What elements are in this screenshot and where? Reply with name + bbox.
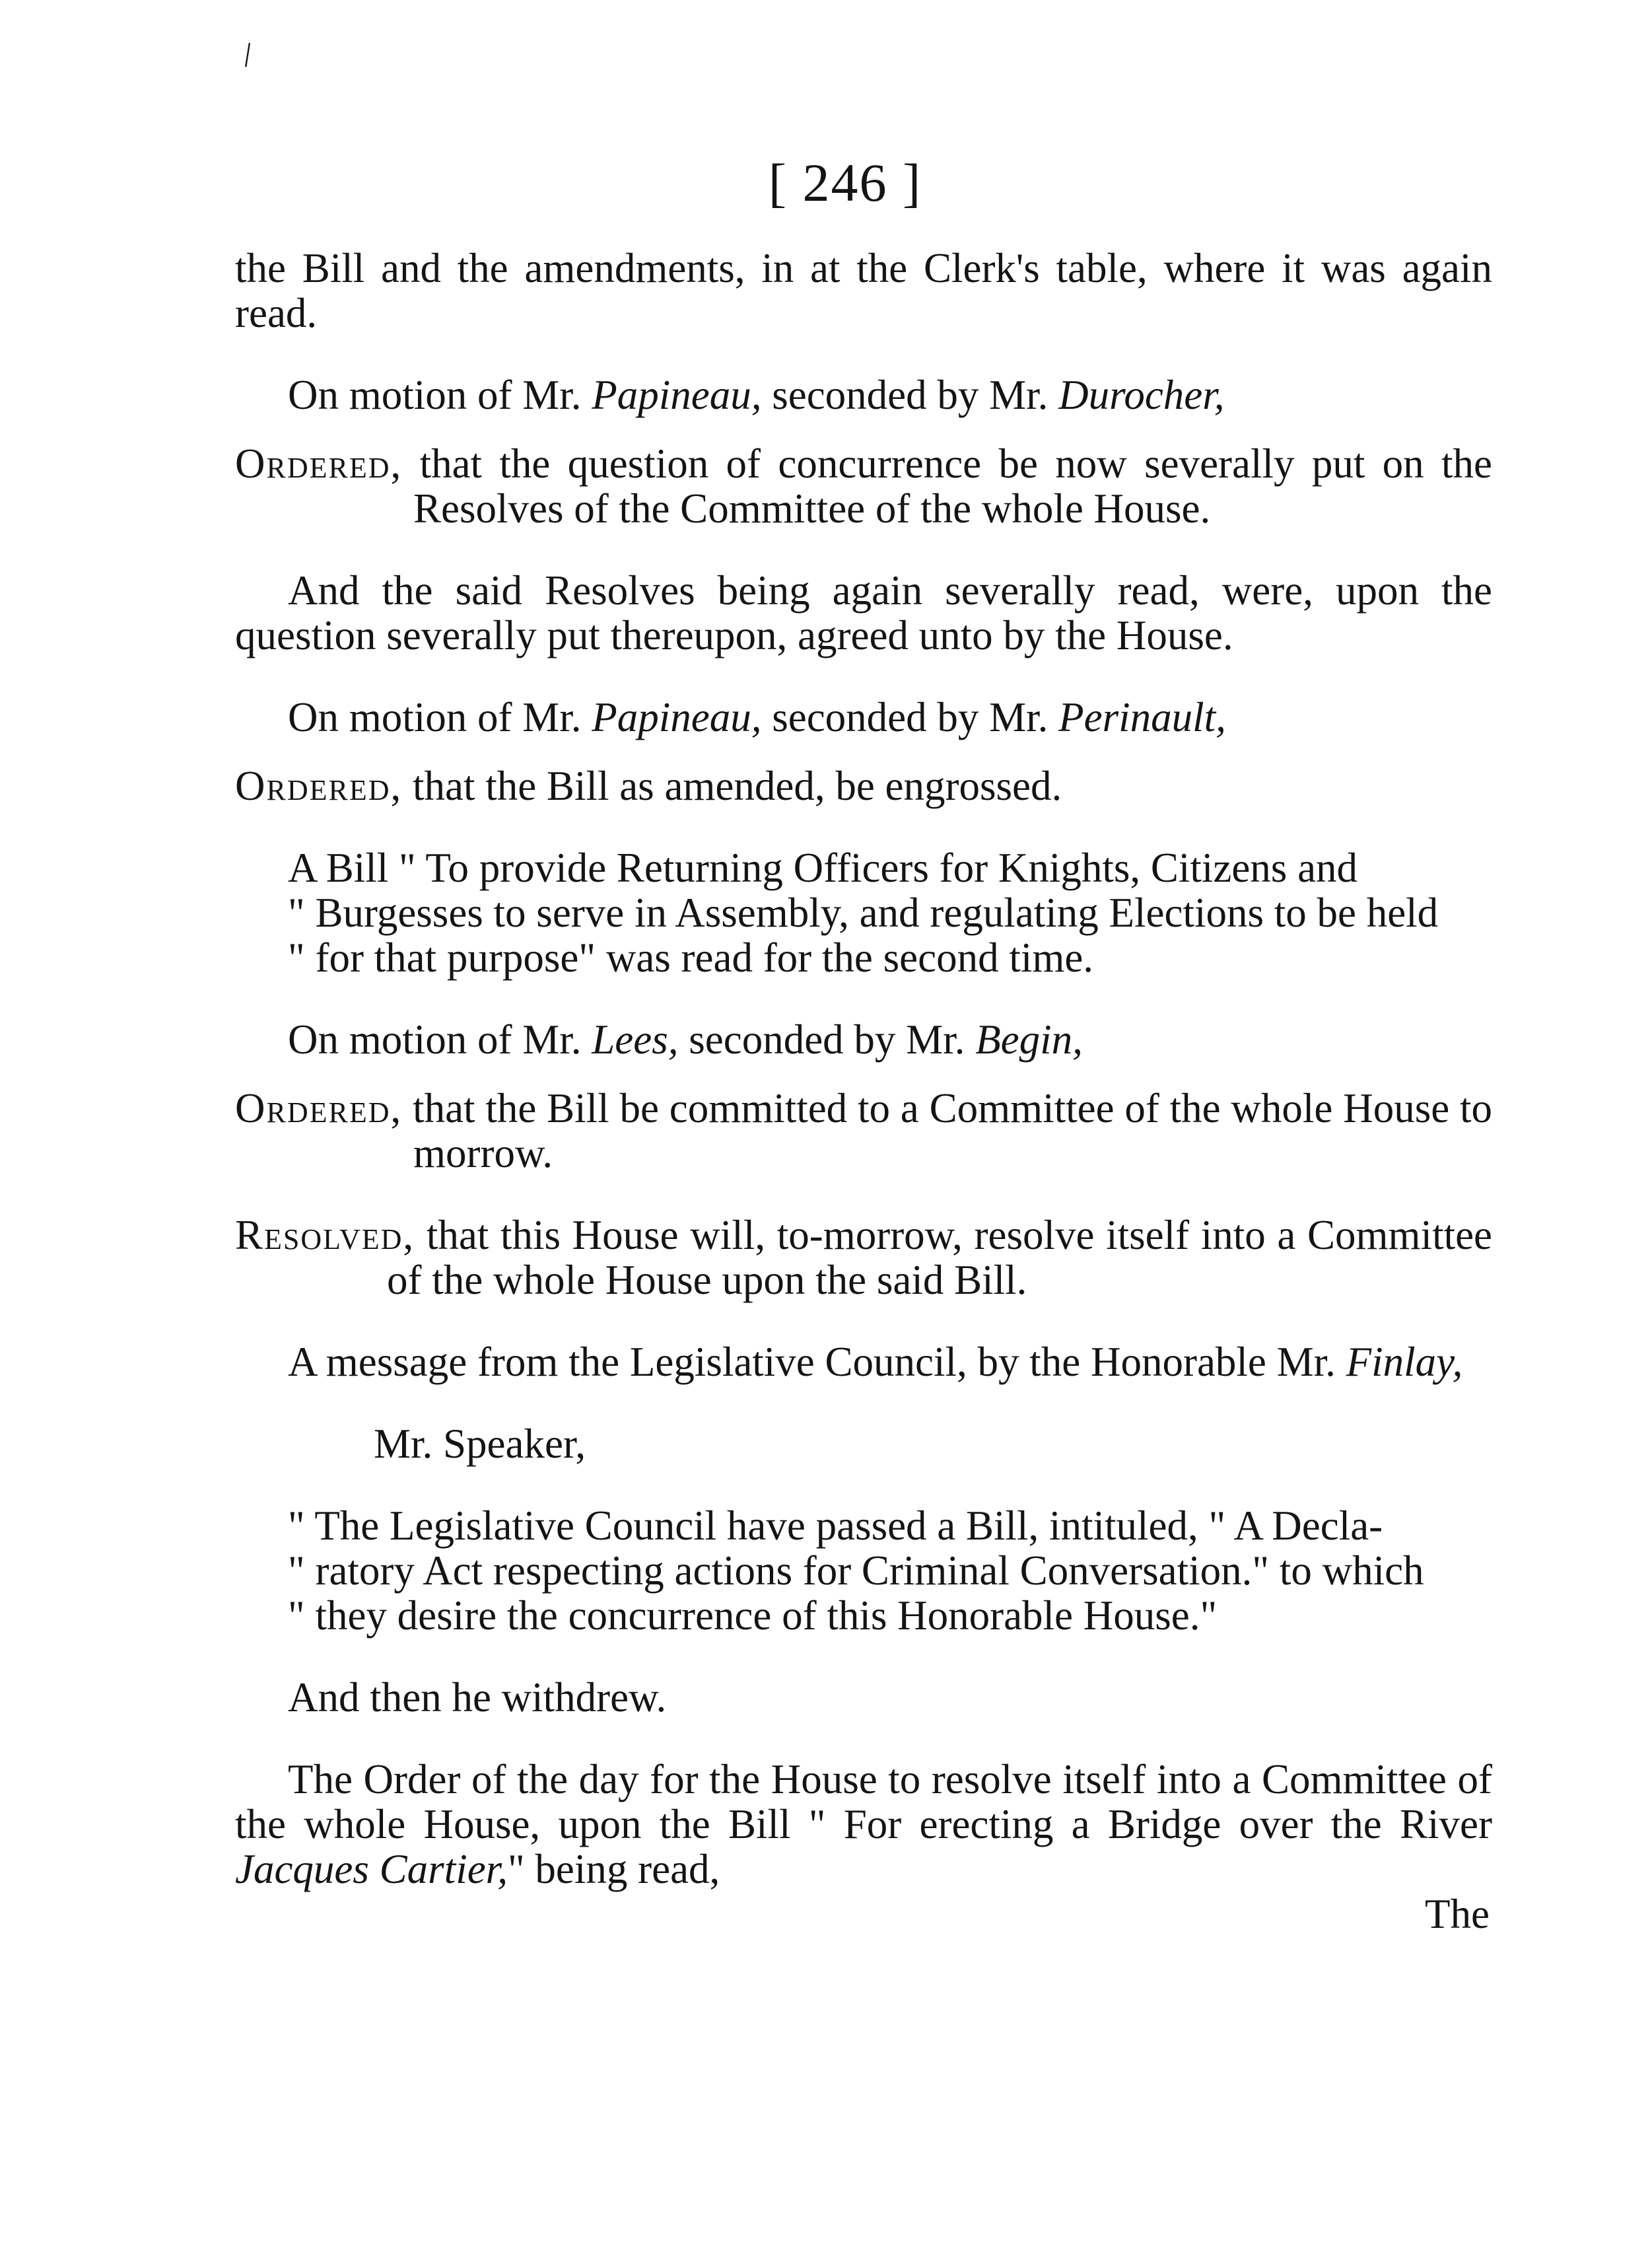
- catchword: The: [1425, 1891, 1490, 1937]
- messenger-name: Finlay,: [1346, 1339, 1463, 1385]
- paragraph-ordered-1: Ordered, that the question of concurrence be now severally put on the Resolves of the Committee of the whole House.: [235, 441, 1492, 532]
- page-number: [ 246 ]: [768, 153, 922, 213]
- ordered-label: Ordered,: [235, 441, 403, 487]
- paragraph-ordered-3: Ordered, that the Bill be committed to a Committee of the whole House to morrow.: [235, 1085, 1492, 1176]
- seconder-name: Durocher,: [1058, 372, 1225, 418]
- paragraph-resolved: Resolved, that this House will, to-morrow, resolve itself into a Committee of the whole House upon the said Bill.: [235, 1212, 1492, 1303]
- paragraph-message: A message from the Legislative Council, by the Honorable Mr. Finlay,: [288, 1339, 1463, 1385]
- mover-name: Papineau,: [592, 372, 762, 418]
- corner-mark: /: [240, 36, 256, 75]
- paragraph-continuation: the Bill and the amendments, in at the Clerk's table, where it was again read.: [235, 245, 1492, 336]
- paragraph-bill-second-reading: A Bill " To provide Returning Officers for Knights, Citizens and " Burgesses to serve in Assembly, and regulating Elections to be held " for that purpose" was read for the second time.: [288, 845, 1439, 981]
- paragraph-ordered-2: Ordered, that the Bill as amended, be engrossed.: [235, 763, 1062, 809]
- salutation: Mr. Speaker,: [374, 1421, 586, 1467]
- paragraph-motion-1: On motion of Mr. Papineau, seconded by Mr. Durocher,: [288, 372, 1225, 418]
- paragraph-withdrew: And then he withdrew.: [288, 1674, 667, 1720]
- resolved-label: Resolved,: [235, 1212, 415, 1258]
- paragraph-order-of-day: The Order of the day for the House to resolve itself into a Committee of the whole House, upon the Bill " For erecting a Bridge over the River Jacques Cartier," being read,: [235, 1756, 1492, 1892]
- mover-name: Lees,: [592, 1016, 679, 1063]
- mover-name: Papineau,: [592, 694, 762, 740]
- paragraph-resolves-agreed: And the said Resolves being again severally read, were, upon the question severally put thereupon, agreed unto by the House.: [235, 567, 1492, 658]
- paragraph-motion-2: On motion of Mr. Papineau, seconded by Mr. Perinault,: [288, 694, 1226, 740]
- ordered-label: Ordered,: [235, 1085, 403, 1131]
- paragraph-council-message: " The Legislative Council have passed a Bill, intituled, " A Decla- " ratory Act respecting actions for Criminal Conversation." to which " they desire the concurrence of this Honorable House.": [288, 1503, 1424, 1639]
- seconder-name: Begin,: [975, 1016, 1083, 1063]
- journal-text: [235, 246, 1492, 1936]
- seconder-name: Perinault,: [1058, 694, 1226, 740]
- ordered-label: Ordered,: [235, 763, 403, 809]
- river-name: Jacques Cartier,: [235, 1846, 508, 1892]
- paragraph-motion-3: On motion of Mr. Lees, seconded by Mr. Begin,: [288, 1016, 1083, 1063]
